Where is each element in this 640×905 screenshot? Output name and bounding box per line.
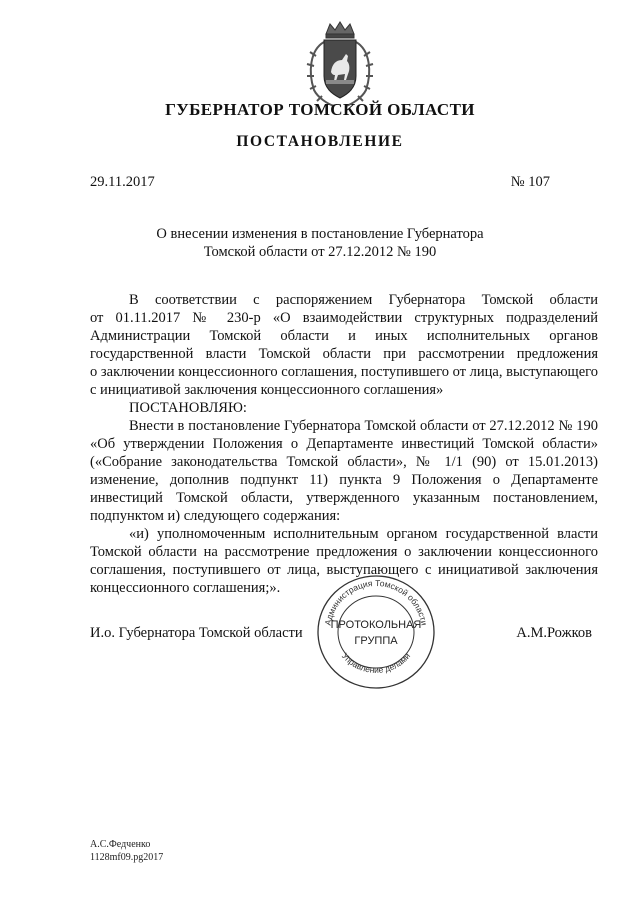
body-line: В соответствии с распоряжением Губернатора Томской области [129,292,598,308]
body-line: изменение, дополнив подпункт 11) пункта 9 Положения о Департаменте [90,472,598,488]
executor-name: А.С.Федченко [90,839,151,850]
document-number: № 107 [510,174,550,190]
signer-name: А.М.Рожков [516,625,592,641]
body-line: государственной власти Томской области при рассмотрении предложения [90,346,598,362]
footer-notes [90,838,163,864]
body-line: с инициативой заключения концессионного соглашения» [90,382,444,398]
body-line: Внести в постановление Губернатора Томской области от 27.12.2012 № 190 [129,418,598,434]
document-subject [120,225,520,261]
authority-title: ГУБЕРНАТОР ТОМСКОЙ ОБЛАСТИ [165,100,475,119]
subject-line: О внесении изменения в постановление Губернатора [156,226,484,242]
body-line: соглашения, поступившего от лица, выступающего с инициативой заключения [90,562,598,578]
file-code: 1128mf09.pg2017 [90,852,164,863]
document-date: 29.11.2017 [90,174,155,190]
signer-position: И.о. Губернатора Томской области [90,625,303,641]
body-line: инвестиций Томской области, утвержденного указанным постановлением, [90,490,598,506]
body-line: «и) уполномоченным исполнительным органом государственной власти [129,526,598,542]
stamp-ring-bottom: Управление делами [339,650,413,675]
document-body [90,291,598,597]
body-line: Томской области на рассмотрение предложения о заключении концессионного [90,544,598,560]
subject-line: Томской области от 27.12.2012 № 190 [203,244,437,260]
decree-word: ПОСТАНОВЛЯЮ: [129,400,247,416]
stamp-ring-top: Администрация Томской области [322,577,430,627]
body-line: подпунктом и) следующего содержания: [90,508,341,524]
body-line: от 01.11.2017 № 230-р «О взаимодействии структурных подразделений [90,310,598,326]
stamp-center-line: ПРОТОКОЛЬНАЯ [330,619,422,631]
stamp-center-line: ГРУППА [354,635,398,647]
coat-of-arms-icon [302,20,378,108]
body-line: о заключении концессионного соглашения, поступившего от лица, выступающего [90,364,598,380]
document-type: ПОСТАНОВЛЕНИЕ [236,133,404,150]
body-line: концессионного соглашения;». [90,580,281,596]
protocol-group-stamp [310,570,440,690]
body-line: («Собрание законодательства Томской области», № 1/1 (90) от 15.01.2013) [90,454,598,470]
body-line: «Об утверждении Положения о Департаменте инвестиций Томской области» [90,436,598,452]
body-line: Администрации Томской области и иных исполнительных органов [90,328,598,344]
